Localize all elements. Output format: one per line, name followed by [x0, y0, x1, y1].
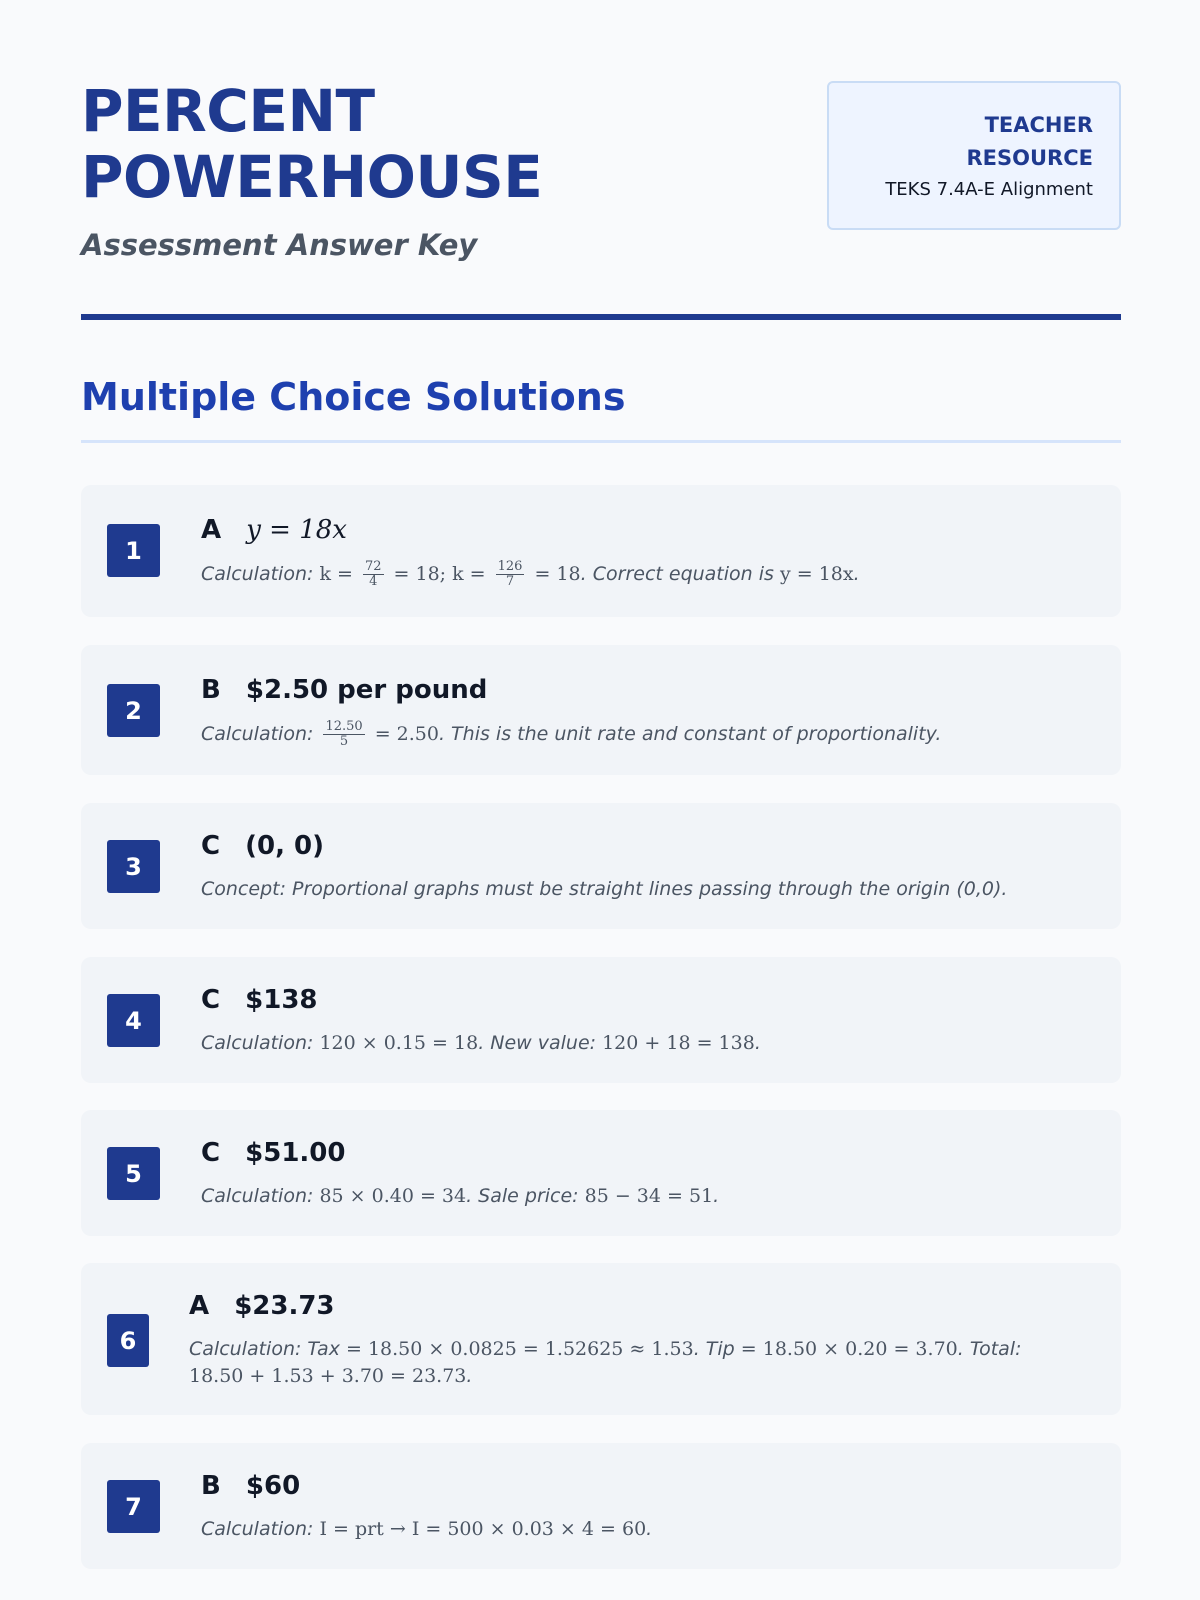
- answer-letter: B: [201, 675, 221, 705]
- answer-line: [201, 675, 487, 705]
- answer-letter: A: [189, 1291, 210, 1321]
- explanation: [189, 1336, 1051, 1390]
- fraction-numerator: 12.50: [325, 719, 363, 734]
- expl-text: .: [466, 1365, 473, 1387]
- answer-line: [201, 985, 318, 1015]
- fraction: [363, 560, 384, 589]
- question-card-5: [81, 1110, 1121, 1236]
- fraction-denominator: 7: [505, 574, 515, 589]
- header-divider: [81, 314, 1121, 320]
- question-card-6: [81, 1263, 1121, 1415]
- answer-value: y = 18x: [246, 515, 347, 545]
- question-number-badge: 1: [107, 524, 160, 577]
- explanation: [201, 720, 1081, 749]
- expl-label: . New value:: [478, 1032, 603, 1054]
- question-card-3: [81, 803, 1121, 929]
- answer-value: (0, 0): [245, 831, 325, 861]
- fraction-numerator: 126: [497, 559, 523, 574]
- answer-line: [201, 515, 347, 545]
- question-number-badge: 4: [107, 994, 160, 1047]
- explanation: [201, 560, 1081, 589]
- teks-alignment: TEKS 7.4A-E Alignment: [885, 179, 1093, 200]
- expl-label: . Sale price:: [466, 1185, 585, 1207]
- question-number-badge: 6: [107, 1314, 149, 1367]
- answer-line: [189, 1291, 335, 1321]
- answer-letter: A: [201, 515, 222, 545]
- expl-label: Calculation:: [201, 1032, 320, 1054]
- answer-letter: C: [201, 1138, 221, 1168]
- section-title: Multiple Choice Solutions: [81, 375, 626, 419]
- expl-text: . Correct equation is: [580, 563, 780, 585]
- title-line-1: PERCENT: [81, 77, 375, 145]
- explanation: [201, 1516, 1081, 1543]
- expl-text: .: [646, 1518, 653, 1540]
- explanation: [201, 876, 1081, 903]
- expl-math: 85 × 0.40 = 34: [319, 1185, 467, 1207]
- question-card-7: [81, 1443, 1121, 1569]
- fraction-denominator: 5: [339, 734, 349, 749]
- answer-value: $138: [245, 985, 318, 1015]
- answer-line: [201, 1471, 300, 1501]
- expl-label: . Tip: [693, 1338, 741, 1360]
- page-subtitle: Assessment Answer Key: [81, 228, 478, 262]
- title-line-2: POWERHOUSE: [81, 143, 543, 211]
- expl-math: = 2.50: [368, 723, 439, 745]
- answer-value: $23.73: [234, 1291, 335, 1321]
- expl-label: Calculation:: [201, 1185, 320, 1207]
- answer-letter: B: [201, 1471, 221, 1501]
- expl-math: 18.50 + 1.53 + 3.70 = 23.73: [189, 1365, 467, 1387]
- fraction: [496, 560, 525, 589]
- expl-text: .: [853, 563, 860, 585]
- expl-text: .: [754, 1032, 761, 1054]
- answer-line: [201, 1138, 346, 1168]
- expl-math: k =: [452, 563, 492, 585]
- fraction-numerator: 72: [364, 559, 382, 574]
- expl-math: = 18.50 × 0.20 = 3.70: [740, 1338, 958, 1360]
- expl-label: Calculation:: [201, 563, 320, 585]
- question-card-2: [81, 645, 1121, 775]
- expl-math: 120 + 18 = 138: [602, 1032, 755, 1054]
- answer-value: $60: [245, 1471, 301, 1501]
- question-card-4: [81, 957, 1121, 1083]
- question-number-badge: 2: [107, 684, 160, 737]
- expl-math: I = prt → I = 500 × 0.03 × 4 = 60: [319, 1518, 647, 1540]
- fraction-denominator: 4: [369, 574, 378, 589]
- question-card-1: [81, 485, 1121, 617]
- expl-math: = 18: [528, 563, 581, 585]
- expl-math: k =: [319, 563, 359, 585]
- expl-label: Calculation:: [201, 1518, 320, 1540]
- answer-value: $51.00: [245, 1138, 346, 1168]
- expl-label: Calculation:: [201, 723, 320, 745]
- section-divider: [81, 440, 1121, 443]
- expl-math: = 18;: [387, 563, 453, 585]
- question-number-badge: 7: [107, 1480, 160, 1533]
- explanation: [201, 1030, 1081, 1057]
- expl-math: 85 − 34 = 51: [584, 1185, 714, 1207]
- expl-math: y = 18x: [779, 563, 854, 585]
- answer-letter: C: [201, 985, 221, 1015]
- teacher-resource-box: [827, 81, 1121, 230]
- expl-math: 120 × 0.15 = 18: [319, 1032, 479, 1054]
- answer-line: [201, 831, 324, 861]
- question-number-badge: 5: [107, 1147, 160, 1200]
- teacher-label-1: TEACHER: [984, 113, 1093, 137]
- answer-value: $2.50 per pound: [245, 675, 488, 705]
- answer-letter: C: [201, 831, 221, 861]
- teacher-label-2: RESOURCE: [966, 146, 1093, 170]
- expl-text: Concept: Proportional graphs must be straight lines passing through the origin (0,0).: [201, 878, 1008, 900]
- expl-math: = 18.50 × 0.0825 = 1.52625 ≈ 1.53: [345, 1338, 694, 1360]
- expl-label: . Total:: [957, 1338, 1022, 1360]
- expl-text: . This is the unit rate and constant of proportionality.: [438, 723, 942, 745]
- expl-text: .: [713, 1185, 720, 1207]
- fraction: [323, 720, 364, 749]
- question-number-badge: 3: [107, 840, 160, 893]
- expl-label: Calculation: Tax: [189, 1338, 346, 1360]
- explanation: [201, 1183, 1081, 1210]
